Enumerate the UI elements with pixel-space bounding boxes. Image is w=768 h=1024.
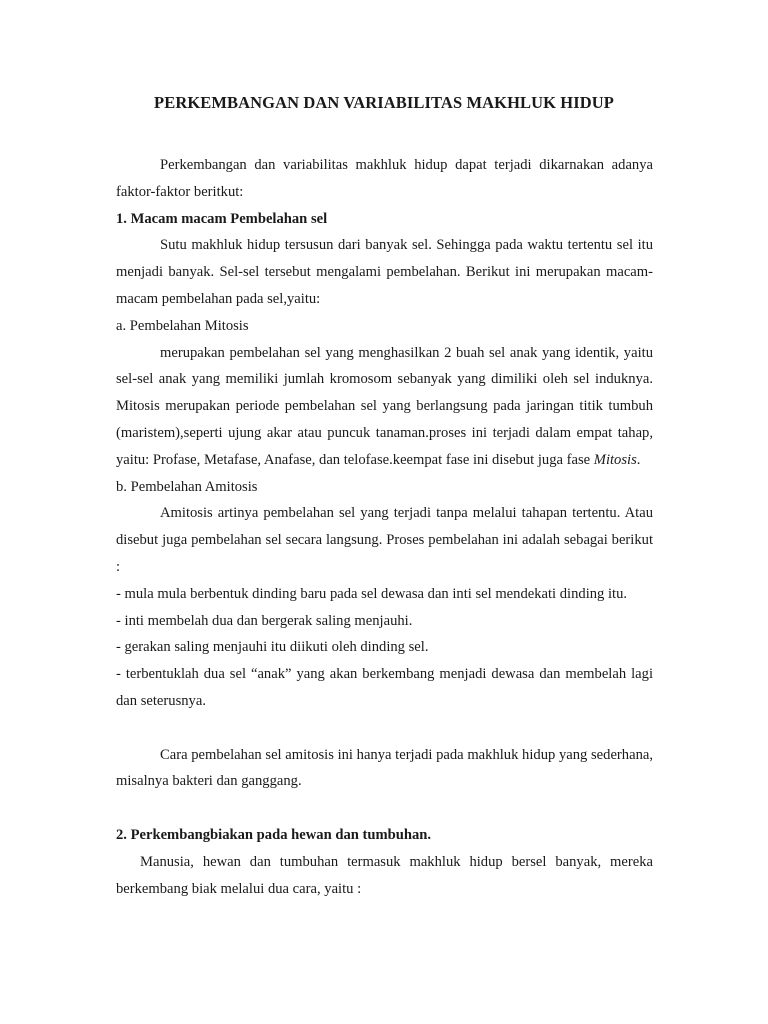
section1-paragraph: Sutu makhluk hidup tersusun dari banyak sel. Sehingga pada waktu tertentu sel itu menjadi banyak. Sel-sel tersebut mengalami pembelahan. Berikut ini merupakan macam-macam pembelahan pada sel,yaitu:: [116, 237, 653, 307]
spacer: [116, 715, 653, 742]
intro-paragraph: Perkembangan dan variabilitas makhluk hidup dapat terjadi dikarnakan adanya faktor-faktor beritkut:: [116, 157, 653, 200]
mitosis-text: merupakan pembelahan sel yang menghasilkan 2 buah sel anak yang identik, yaitu sel-sel anak yang memiliki jumlah kromosom sebanyak yang dimiliki oleh sel induknya. Mitosis merupakan periode pembelahan sel yang berlangsung pada jaringan titik tumbuh (maristem),seperti ujung akar atau puncuk tanaman.proses ini terjadi dalam empat tahap, yaitu: Profase, Metafase, Anafase, dan telofase.keempat fase ini disebut juga fase: [116, 344, 653, 468]
amitosis-step: - terbentuklah dua sel “anak” yang akan berkembang menjadi dewasa dan membelah lagi dan seterusnya.: [116, 666, 653, 709]
mitosis-italic-word: Mitosis: [593, 451, 637, 468]
mitosis-end-punct: .: [636, 451, 641, 468]
section1-heading: 1. Macam macam Pembelahan sel: [116, 210, 328, 227]
subsection-a-paragraph: [116, 340, 653, 474]
document-title: PERKEMBANGAN DAN VARIABILITAS MAKHLUK HIDUP: [154, 93, 614, 112]
subsection-b-paragraph: Amitosis artinya pembelahan sel yang terjadi tanpa melalui tahapan tertentu. Atau disebut juga pembelahan sel secara langsung. Proses pembelahan ini adalah sebagai berikut :: [116, 505, 653, 575]
amitosis-step: - mula mula berbentuk dinding baru pada sel dewasa dan inti sel mendekati dinding itu.: [116, 585, 628, 602]
section2-paragraph: Manusia, hewan dan tumbuhan termasuk makhluk hidup bersel banyak, mereka berkembang biak melalui dua cara, yaitu :: [116, 853, 653, 897]
subsection-a-heading: a. Pembelahan Mitosis: [116, 317, 249, 334]
amitosis-step: - inti membelah dua dan bergerak saling menjauhi.: [116, 612, 413, 629]
section2-heading: 2. Perkembangbiakan pada hewan dan tumbuhan.: [116, 826, 432, 843]
amitosis-closing-paragraph: Cara pembelahan sel amitosis ini hanya terjadi pada makhluk hidup yang sederhana, misalnya bakteri dan ganggang.: [116, 746, 653, 790]
document-body: [116, 152, 653, 902]
subsection-b-heading: b. Pembelahan Amitosis: [116, 478, 258, 495]
amitosis-step: - gerakan saling menjauhi itu diikuti oleh dinding sel.: [116, 639, 429, 656]
spacer: [116, 795, 653, 822]
